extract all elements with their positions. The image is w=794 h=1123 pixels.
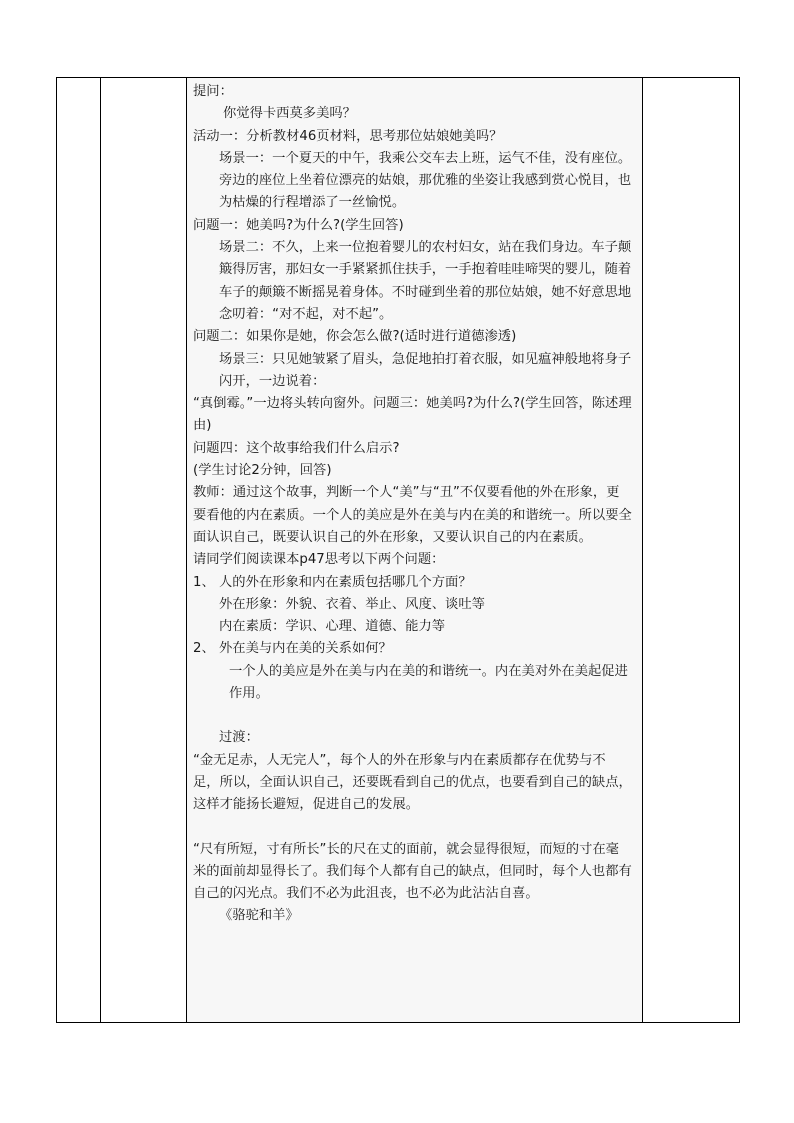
student-discussion: (学生讨论2分钟，回答): [193, 463, 332, 479]
question-two: 问题二：如果你是她，你会怎么做?(适时进行道德渗透): [193, 329, 517, 345]
teacher-summary: 教师：通过这个故事，判断一个人“美”与“丑”不仅要看他的外在形象，更要看他的内在素质。一个人的美应是外在美与内在美的和谐统一。所以要全面认识自己，既要认识自己的外在形象，又要认识自己的内在素质。: [193, 485, 632, 545]
scene-three: 场景三：只见她皱紧了眉头，急促地拍打着衣服，如见瘟神般地将身子闪开，一边说着：: [219, 351, 632, 389]
question-one: 问题一：她美吗?为什么?(学生回答): [193, 217, 404, 233]
numbered-question-2: 2、 外在美与内在美的关系如何？: [193, 641, 392, 657]
spacer: [193, 817, 632, 839]
outer-image-answer: 外在形象：外貌、衣着、举止、风度、谈吐等: [219, 596, 485, 612]
empty-cell-1: [57, 78, 101, 1023]
teaching-content-cell: [187, 78, 643, 1023]
proverb-paragraph: “尺有所短，寸有所长”长的尺在丈的面前，就会显得很短，而短的寸在毫米的面前却显得长了。我们每个人都有自己的缺点，但同时，每个人也都有自己的闪光点。我们不必为此沮丧，也不必为此沾沾自喜。: [193, 841, 632, 902]
question-text: 你觉得卡西莫多美吗？: [223, 106, 356, 122]
lesson-plan-table: [56, 77, 740, 1023]
empty-cell-2: [101, 78, 187, 1023]
question-four: 问题四：这个故事给我们什么启示?: [193, 440, 400, 456]
transition-label: 过渡：: [219, 730, 259, 746]
inner-quality-answer: 内在素质：学识、心理、道德、能力等: [219, 619, 446, 635]
scene-three-continued: “真倒霉。”一边将头转向窗外。问题三：她美吗?为什么?(学生回答，陈述理由): [193, 396, 632, 434]
reading-prompt: 请同学们阅读课本p47思考以下两个问题：: [193, 552, 445, 568]
activity-one: 活动一：分析教材46页材料，思考那位姑娘她美吗？: [193, 128, 503, 144]
spacer: [193, 705, 632, 727]
teaching-content: [187, 78, 642, 928]
scene-one: 场景一：一个夏天的中午，我乘公交车去上班，运气不佳，没有座位。旁边的座位上坐着位漂亮的姑娘，那优雅的坐姿让我感到赏心悦目，也为枯燥的行程增添了一丝愉悦。: [219, 150, 632, 211]
table-row: [57, 78, 740, 1023]
numbered-question-1: 1、 人的外在形象和内在素质包括哪几个方面？: [193, 574, 472, 590]
transition-text: “金无足赤，人无完人”，每个人的外在形象与内在素质都存在优势与不足，所以，全面认识自己，还要既看到自己的优点，也要看到自己的缺点，这样才能扬长避短，促进自己的发展。: [193, 752, 632, 813]
empty-cell-4: [643, 78, 740, 1023]
story-title: 《骆驼和羊》: [219, 908, 299, 924]
scene-two: 场景二：不久，上来一位抱着婴儿的农村妇女，站在我们身边。车子颠簸得厉害，那妇女一手紧紧抓住扶手，一手抱着哇哇啼哭的婴儿，随着车子的颠簸不断摇晃着身体。不时碰到坐着的那位姑娘，她不好意思地念叨着：“对不起，对不起”。: [219, 240, 632, 322]
question-label: 提问：: [193, 84, 233, 99]
relationship-answer: 一个人的美应是外在美与内在美的和谐统一。内在美对外在美起促进作用。: [229, 663, 628, 702]
